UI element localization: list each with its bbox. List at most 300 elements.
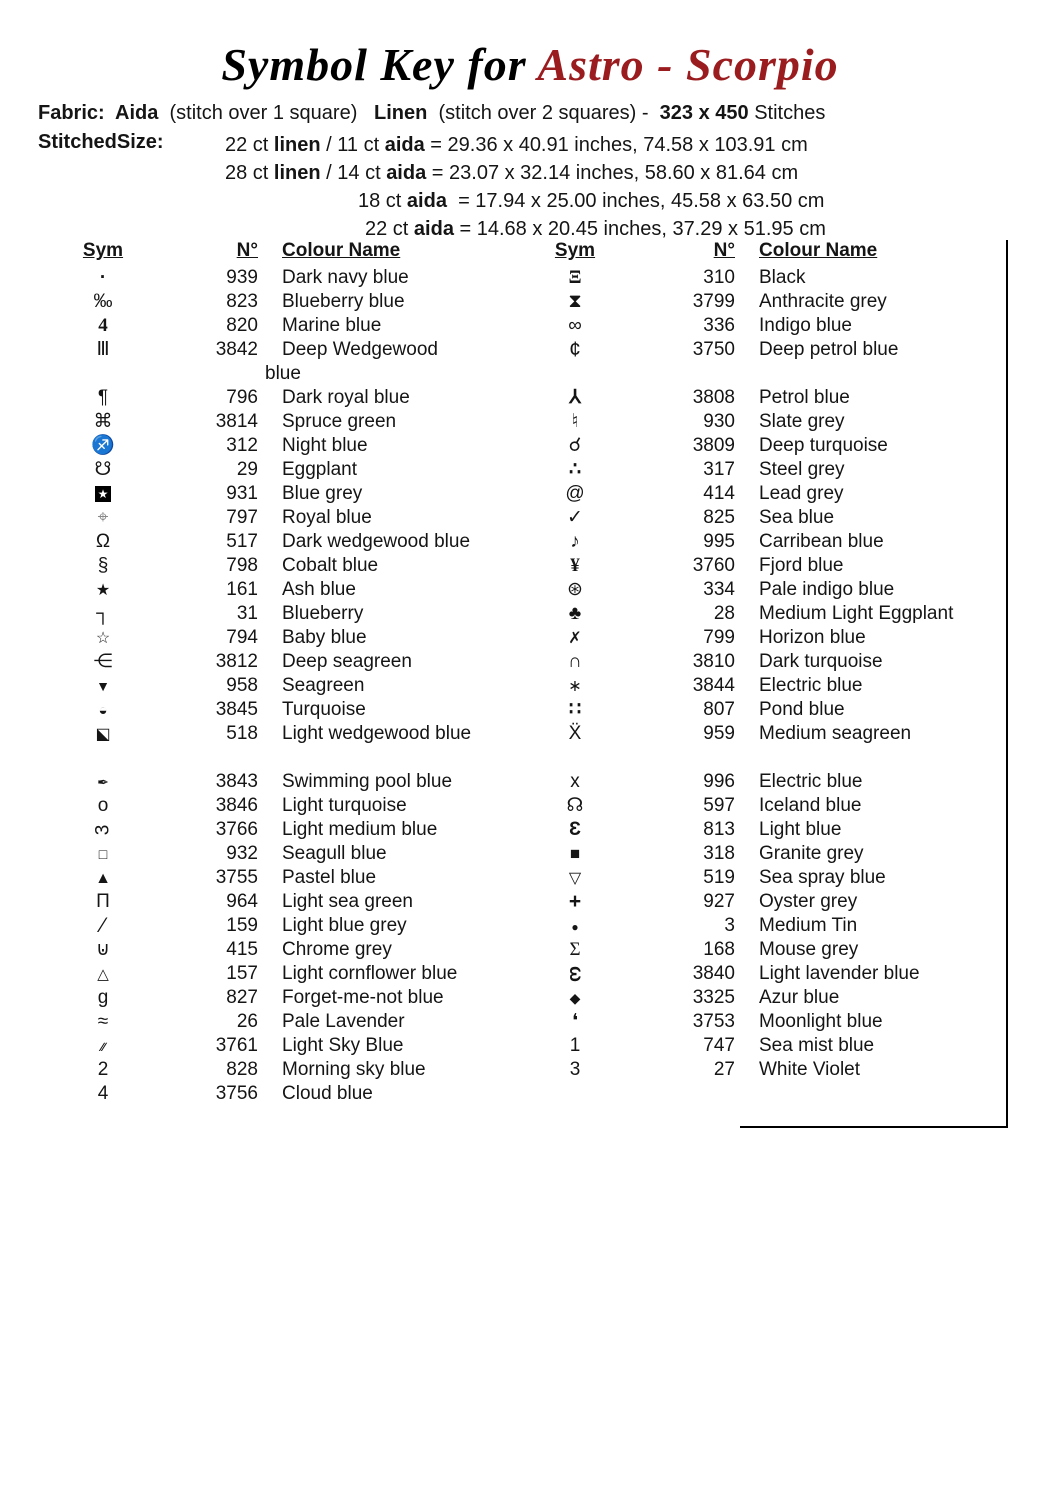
- thread-number: 3766: [215, 819, 258, 840]
- stitched-size-lines: [225, 131, 985, 243]
- colour-name: Blueberry: [282, 603, 364, 624]
- key-row: [58, 530, 530, 554]
- continuation-row: [58, 362, 530, 386]
- colour-name: Oyster grey: [759, 891, 858, 912]
- colour-name: Iceland blue: [759, 795, 862, 816]
- colour-name: White Violet: [759, 1059, 861, 1080]
- key-row: [58, 1010, 530, 1034]
- thread-number: 798: [226, 555, 258, 576]
- colour-name: Lead grey: [759, 483, 844, 504]
- stitch-symbol: ∴: [568, 459, 582, 480]
- colour-name: Slate grey: [759, 411, 845, 432]
- thread-number: 3325: [692, 987, 735, 1008]
- colour-name: Light blue: [759, 819, 842, 840]
- thread-number: 827: [226, 987, 258, 1008]
- table-header: [58, 240, 530, 266]
- text-run: aida: [386, 162, 427, 184]
- key-row: [58, 290, 530, 314]
- colour-name: Pale indigo blue: [759, 579, 895, 600]
- stitch-symbol: ⊍: [96, 939, 110, 960]
- spacer-row: [530, 746, 1000, 770]
- text-run: = 23.07 x 32.14 inches, 58.60 x 81.64 cm: [426, 162, 799, 184]
- colour-name: Ash blue: [282, 579, 356, 600]
- colour-name: Light Sky Blue: [282, 1035, 404, 1056]
- symbol-key-table-left: [58, 240, 530, 1106]
- stitch-symbol: 2: [97, 1059, 109, 1080]
- colour-name: Sea blue: [759, 507, 835, 528]
- stitched-size-label: StitchedSize:: [38, 131, 164, 153]
- stitch-symbol: 4: [97, 1083, 109, 1104]
- key-row: [58, 554, 530, 578]
- colour-name: Seagreen: [282, 675, 365, 696]
- text-run: = 29.36 x 40.91 inches, 74.58 x 103.91 cm: [424, 134, 808, 156]
- stitch-symbol: ★: [95, 582, 111, 599]
- colour-name: Indigo blue: [759, 315, 852, 336]
- stitch-symbol: ☋: [94, 459, 112, 480]
- key-row: [530, 1010, 1000, 1034]
- key-row: [58, 890, 530, 914]
- key-row: [530, 866, 1000, 890]
- thread-number: 931: [226, 483, 258, 504]
- colour-name: Fjord blue: [759, 555, 844, 576]
- colour-name: Seagull blue: [282, 843, 387, 864]
- colour-name: Sea spray blue: [759, 867, 886, 888]
- text-run: 22 ct: [225, 134, 274, 156]
- key-row: [58, 842, 530, 866]
- key-row: [58, 434, 530, 458]
- stitch-symbol: ¢: [569, 338, 581, 361]
- colour-name: Spruce green: [282, 411, 397, 432]
- stitch-symbol: Ẍ: [568, 723, 582, 744]
- key-row: [530, 506, 1000, 530]
- stitch-symbol: ∕∕: [100, 1040, 105, 1054]
- key-row: [58, 338, 530, 362]
- colour-name: Dark turquoise: [759, 651, 883, 672]
- key-row: [530, 818, 1000, 842]
- thread-number: 939: [226, 267, 258, 288]
- colour-name: Petrol blue: [759, 387, 850, 408]
- colour-name: Blue grey: [282, 483, 363, 504]
- stitch-symbol: ‰: [93, 291, 113, 312]
- stitch-symbol: ▽: [568, 870, 582, 887]
- stitch-symbol: 3: [569, 1059, 581, 1080]
- key-row: [58, 962, 530, 986]
- colour-name: Chrome grey: [282, 939, 392, 960]
- key-row: [58, 266, 530, 290]
- key-row: [530, 290, 1000, 314]
- key-row: [530, 314, 1000, 338]
- stitch-symbol: 4: [98, 315, 108, 336]
- thread-number: 958: [226, 675, 258, 696]
- table-rows-right: [530, 266, 1000, 1082]
- stitch-symbol: ·: [99, 267, 107, 288]
- colour-name: Pond blue: [759, 699, 845, 720]
- thread-number: 31: [236, 603, 258, 624]
- stitch-symbol: ¶: [97, 387, 109, 408]
- colour-name: Marine blue: [282, 315, 382, 336]
- colour-name: Light blue grey: [282, 915, 407, 936]
- text-run: Astro - Scorpio: [537, 39, 839, 90]
- key-row: [530, 386, 1000, 410]
- key-row: [58, 866, 530, 890]
- stitch-symbol: ◆: [569, 990, 581, 1006]
- page-title: [0, 38, 1060, 91]
- colour-name: Eggplant: [282, 459, 358, 480]
- key-row: [58, 458, 530, 482]
- stitch-symbol: ☊: [566, 795, 584, 816]
- key-row: [58, 626, 530, 650]
- colour-name: Morning sky blue: [282, 1059, 426, 1080]
- colour-name: Deep petrol blue: [759, 339, 899, 360]
- thread-number: 518: [226, 723, 258, 744]
- thread-number: 334: [703, 579, 735, 600]
- colour-name: Light lavender blue: [759, 963, 920, 984]
- colour-name: Carribean blue: [759, 531, 884, 552]
- thread-number: 414: [703, 483, 735, 504]
- text-run: Stitches: [748, 102, 826, 124]
- stitch-symbol: Ξ: [568, 267, 582, 288]
- symbol-key-table-right: [530, 240, 1000, 1082]
- colour-name: Light sea green: [282, 891, 413, 912]
- key-row: [530, 1058, 1000, 1082]
- key-row: [58, 722, 530, 746]
- stitched-size-line: [225, 159, 985, 187]
- text-run: aida: [384, 134, 425, 156]
- colour-name: Electric blue: [759, 675, 863, 696]
- key-row: [58, 314, 530, 338]
- thread-number: 807: [703, 699, 735, 720]
- key-row: [58, 386, 530, 410]
- key-row: [58, 794, 530, 818]
- thread-number: 157: [226, 963, 258, 984]
- key-row: [58, 1082, 530, 1106]
- colour-name: Swimming pool blue: [282, 771, 453, 792]
- key-row: [530, 842, 1000, 866]
- colour-name: Medium Tin: [759, 915, 858, 936]
- key-row: [58, 1034, 530, 1058]
- key-row: [530, 410, 1000, 434]
- text-run: (stitch over 1 square): [158, 102, 375, 124]
- stitch-symbol: ⅄: [569, 387, 581, 408]
- thread-number: 813: [703, 819, 735, 840]
- stitch-symbol: ⌖: [97, 507, 109, 528]
- table-header: [530, 240, 1000, 266]
- stitch-symbol: ⧗: [568, 291, 582, 312]
- table-bottom-border: [740, 1126, 1008, 1128]
- thread-number: 930: [703, 411, 735, 432]
- table-rows-left: [58, 266, 530, 1106]
- stitch-symbol: ✒: [97, 774, 109, 790]
- stitched-size-line: [225, 187, 985, 215]
- key-row: [530, 698, 1000, 722]
- thread-number: 3761: [215, 1035, 258, 1056]
- header-sym: Sym: [82, 240, 124, 261]
- key-row: [58, 1058, 530, 1082]
- text-run: Symbol Key for: [221, 39, 538, 90]
- colour-name: Mouse grey: [759, 939, 859, 960]
- colour-name: Baby blue: [282, 627, 367, 648]
- text-run: 28 ct: [225, 162, 274, 184]
- stitch-symbol: x: [570, 771, 580, 792]
- thread-number: 959: [703, 723, 735, 744]
- key-row: [530, 602, 1000, 626]
- text-run: = 14.68 x 20.45 inches, 37.29 x 51.95 cm: [453, 218, 826, 240]
- key-row: [530, 962, 1000, 986]
- stitch-symbol: ❛: [571, 1011, 579, 1032]
- spacer-row: [58, 746, 530, 770]
- colour-name: Steel grey: [759, 459, 845, 480]
- text-run: = 17.94 x 25.00 inches, 45.58 x 63.50 cm: [446, 190, 825, 212]
- key-row: [530, 794, 1000, 818]
- thread-number: 796: [226, 387, 258, 408]
- stitch-symbol: ∞: [568, 315, 582, 336]
- key-row: [58, 770, 530, 794]
- key-row: [530, 434, 1000, 458]
- thread-number: 317: [703, 459, 735, 480]
- header-sym: Sym: [554, 240, 596, 261]
- key-row: [530, 914, 1000, 938]
- thread-number: 28: [713, 603, 735, 624]
- stitch-symbol: ⬕: [95, 726, 111, 743]
- colour-name: Black: [759, 267, 806, 288]
- thread-number: 3808: [692, 387, 735, 408]
- stitch-symbol: ■: [569, 844, 581, 863]
- colour-name: Medium Light Eggplant: [759, 603, 954, 624]
- colour-name: Forget-me-not blue: [282, 987, 444, 1008]
- stitch-symbol: ⌘: [93, 411, 113, 432]
- header-colour-name: Colour Name: [759, 240, 878, 261]
- stitch-symbol: g: [97, 987, 109, 1008]
- key-row: [530, 338, 1000, 362]
- colour-name: Moonlight blue: [759, 1011, 883, 1032]
- text-run: Fabric: Aida: [38, 102, 159, 124]
- thread-number: 794: [226, 627, 258, 648]
- key-row: [58, 602, 530, 626]
- thread-number: 3753: [692, 1011, 735, 1032]
- colour-name: Blueberry blue: [282, 291, 405, 312]
- thread-number: 312: [226, 435, 258, 456]
- key-row: [530, 554, 1000, 578]
- colour-name: Electric blue: [759, 771, 863, 792]
- stitch-symbol: ♪: [570, 531, 580, 552]
- stitch-symbol: ♣: [568, 603, 582, 624]
- stitch-symbol: o: [97, 795, 109, 816]
- thread-number: 168: [703, 939, 735, 960]
- key-row: [58, 938, 530, 962]
- stitch-symbol: ∷: [568, 699, 582, 720]
- stitch-symbol: ✗: [568, 630, 582, 647]
- thread-number: 747: [703, 1035, 735, 1056]
- thread-number: 828: [226, 1059, 258, 1080]
- colour-name: Deep Wedgewood: [282, 339, 438, 360]
- thread-number: 3810: [692, 651, 735, 672]
- stitch-symbol: ★: [95, 486, 111, 502]
- key-row: [58, 578, 530, 602]
- stitch-symbol: @: [565, 483, 585, 504]
- colour-name: Dark navy blue: [282, 267, 409, 288]
- thread-number: 964: [226, 891, 258, 912]
- stitch-symbol: Ⅲ: [96, 339, 110, 360]
- key-row: [58, 818, 530, 842]
- colour-name: Light medium blue: [282, 819, 438, 840]
- thread-number: 26: [236, 1011, 258, 1032]
- key-row: [530, 650, 1000, 674]
- thread-number: 799: [703, 627, 735, 648]
- thread-number: 3755: [215, 867, 258, 888]
- key-row: [530, 890, 1000, 914]
- key-row: [530, 530, 1000, 554]
- stitch-symbol: ∕: [101, 914, 105, 937]
- key-row: [530, 626, 1000, 650]
- colour-name: Light cornflower blue: [282, 963, 458, 984]
- colour-name: Deep turquoise: [759, 435, 888, 456]
- stitch-symbol: +: [568, 890, 582, 913]
- text-run: 22 ct: [365, 218, 414, 240]
- colour-name: Pale Lavender: [282, 1011, 405, 1032]
- thread-number: 161: [226, 579, 258, 600]
- stitch-symbol: ∗: [568, 678, 582, 695]
- thread-number: 3756: [215, 1083, 258, 1104]
- key-row: [530, 482, 1000, 506]
- thread-number: 3840: [692, 963, 735, 984]
- stitch-symbol: 1: [569, 1035, 581, 1056]
- thread-number: 415: [226, 939, 258, 960]
- key-row: [58, 506, 530, 530]
- fabric-line: [38, 102, 825, 125]
- stitch-symbol: Ω: [95, 531, 111, 552]
- stitch-symbol: ⋲: [93, 651, 113, 672]
- text-run: (stitch over 2 squares) -: [427, 102, 660, 124]
- colour-name: Cloud blue: [282, 1083, 373, 1104]
- stitch-symbol: Π: [96, 891, 110, 912]
- stitch-symbol: ▼: [96, 678, 110, 694]
- key-row: [58, 482, 530, 506]
- text-run: aida: [413, 218, 454, 240]
- stitch-symbol: ⊛: [567, 579, 583, 600]
- text-run: 323 x 450: [659, 102, 749, 124]
- thread-number: 3812: [215, 651, 258, 672]
- header-number: N°: [713, 240, 735, 261]
- key-row: [58, 650, 530, 674]
- colour-name: Horizon blue: [759, 627, 866, 648]
- colour-name: Medium seagreen: [759, 723, 912, 744]
- stitch-symbol: ✓: [567, 507, 583, 528]
- thread-number: 825: [703, 507, 735, 528]
- thread-number: 995: [703, 531, 735, 552]
- thread-number: 797: [226, 507, 258, 528]
- thread-number: 159: [226, 915, 258, 936]
- stitch-symbol: ω: [565, 965, 586, 983]
- thread-number: 932: [226, 843, 258, 864]
- stitch-symbol: ●: [571, 920, 579, 934]
- stitch-symbol: Σ: [569, 939, 581, 960]
- thread-number: 519: [703, 867, 735, 888]
- stitch-symbol: ▲: [95, 870, 111, 887]
- thread-number: 318: [703, 843, 735, 864]
- thread-number: 3760: [692, 555, 735, 576]
- key-row: [58, 914, 530, 938]
- thread-number: 3814: [215, 411, 258, 432]
- thread-number: 3843: [215, 771, 258, 792]
- colour-name: Light wedgewood blue: [282, 723, 472, 744]
- table-right-border: [1006, 240, 1008, 1128]
- stitched-size-line: [225, 131, 985, 159]
- colour-name: Turquoise: [282, 699, 366, 720]
- colour-name: Sea mist blue: [759, 1035, 875, 1056]
- thread-number: 927: [703, 891, 735, 912]
- stitch-symbol: ◒: [98, 702, 108, 719]
- colour-name-wrap: blue: [265, 363, 301, 384]
- thread-number: 3809: [692, 435, 735, 456]
- colour-name: Royal blue: [282, 507, 372, 528]
- text-run: 18 ct: [358, 190, 407, 212]
- thread-number: 336: [703, 315, 735, 336]
- text-run: / 11 ct: [320, 134, 385, 156]
- thread-number: 3845: [215, 699, 258, 720]
- stitch-symbol: Ɛ: [569, 819, 581, 840]
- thread-number: 517: [226, 531, 258, 552]
- stitch-symbol: ♐: [91, 435, 115, 456]
- colour-name: Night blue: [282, 435, 368, 456]
- stitch-symbol: ┐: [96, 603, 110, 624]
- text-run: / 14 ct: [320, 162, 387, 184]
- stitch-symbol: ☌: [568, 435, 582, 456]
- thread-number: 310: [703, 267, 735, 288]
- key-row: [530, 578, 1000, 602]
- thread-number: 820: [226, 315, 258, 336]
- thread-number: 3846: [215, 795, 258, 816]
- key-row: [530, 986, 1000, 1010]
- thread-number: 996: [703, 771, 735, 792]
- thread-number: 29: [236, 459, 258, 480]
- colour-name: Light turquoise: [282, 795, 407, 816]
- header-number: N°: [236, 240, 258, 261]
- stitched-size-line: [225, 215, 985, 243]
- thread-number: 3: [724, 915, 735, 936]
- thread-number: 3844: [692, 675, 735, 696]
- colour-name: Cobalt blue: [282, 555, 379, 576]
- key-row: [58, 698, 530, 722]
- text-run: Linen: [374, 102, 428, 124]
- thread-number: 27: [713, 1059, 735, 1080]
- text-run: linen: [273, 162, 321, 184]
- key-row: [530, 674, 1000, 698]
- stitch-symbol: §: [97, 555, 109, 576]
- key-row: [530, 722, 1000, 746]
- text-run: linen: [273, 134, 321, 156]
- thread-number: 597: [703, 795, 735, 816]
- stitch-symbol: ≈: [97, 1011, 109, 1032]
- stitch-symbol: △: [97, 966, 109, 983]
- key-row: [58, 410, 530, 434]
- key-row: [58, 986, 530, 1010]
- stitch-symbol: □: [98, 846, 108, 862]
- colour-name: Pastel blue: [282, 867, 377, 888]
- colour-name: Dark royal blue: [282, 387, 410, 408]
- key-row: [530, 770, 1000, 794]
- thread-number: 3842: [215, 339, 258, 360]
- spacer-row: [530, 362, 1000, 386]
- colour-name: Azur blue: [759, 987, 840, 1008]
- header-colour-name: Colour Name: [282, 240, 401, 261]
- stitch-symbol: ∩: [568, 651, 582, 672]
- stitch-symbol: 3: [91, 824, 113, 836]
- colour-name: Deep seagreen: [282, 651, 412, 672]
- stitch-symbol: ♮: [571, 411, 579, 432]
- colour-name: Granite grey: [759, 843, 864, 864]
- colour-name: Anthracite grey: [759, 291, 887, 312]
- key-row: [58, 674, 530, 698]
